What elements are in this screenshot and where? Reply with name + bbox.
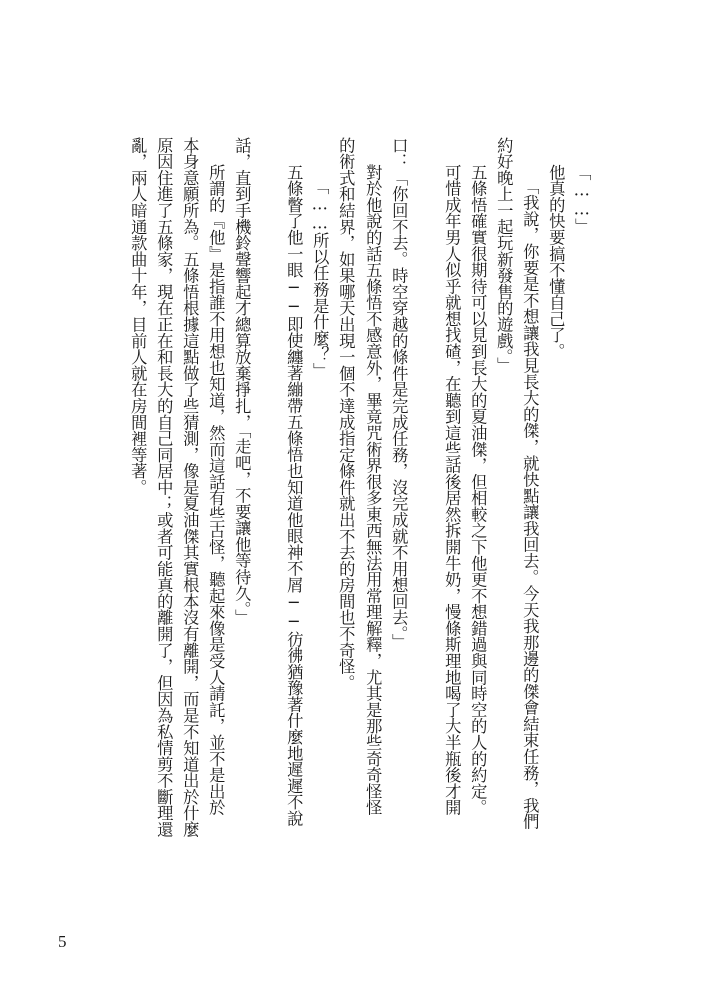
text-column-14: 本身意願所為。五條悟根據這點做了些猜測，像是夏油傑其實根本沒有離開，而是不知道出於什麼 bbox=[180, 137, 200, 838]
text-column-10: 「……所以任務是什麼？」 bbox=[310, 178, 330, 379]
text-column-9: 的術式和結界，如果哪天出現一個不達成指定條件就出不去的房間也不奇怪。 bbox=[336, 137, 356, 691]
text-column-6: 可惜成年男人似乎就想找碴，在聽到這些話後居然拆開牛奶，慢條斯理地喝了大半瓶後才開 bbox=[442, 164, 462, 816]
text-column-16: 亂，兩人暗通款曲十年，目前人就在房間裡等著。 bbox=[128, 137, 148, 496]
text-column-3: 「我說，你要是不想讓我見長大的傑，就快點讓我回去。今天我那邊的傑會結束任務，我們 bbox=[520, 178, 540, 830]
text-column-11: 五條瞥了他一眼──即使纏著繃帶五條悟也知道他眼神不屑──彷彿猶豫著什麼地遲遲不說 bbox=[284, 164, 304, 827]
text-column-5: 五條悟確實很期待可以見到長大的夏油傑，但相較之下他更不想錯過與同時空的人的約定。 bbox=[468, 164, 488, 816]
text-column-15: 原因住進了五條家，現在正在和長大的自己同居中；或者可能真的離開了，但因為私情剪不斷理還 bbox=[154, 137, 174, 838]
page-number: 5 bbox=[58, 932, 67, 951]
text-column-12: 話，直到手機鈴聲響起才總算放棄掙扎，「走吧，不要讓他等待久。」 bbox=[232, 137, 252, 626]
text-column-4: 約好晚上一起玩新發售的遊戲。」 bbox=[494, 137, 514, 374]
text-column-7: 口：「你回不去。時空穿越的條件是完成任務，沒完成就不用想回去。」 bbox=[389, 137, 409, 651]
text-column-8: 對於他說的話五條悟不感意外，畢竟咒術界很多東西無法用常理解釋，尤其是那些奇奇怪怪 bbox=[363, 164, 383, 816]
text-column-1: 「……」 bbox=[572, 164, 592, 235]
text-column-2: 他真的快要搞不懂自己了。 bbox=[546, 164, 566, 360]
text-column-13: 所謂的『他』是指誰不用想也知道，然而這話有些古怪，聽起來像是受人請託，並不是出於 bbox=[206, 164, 226, 816]
